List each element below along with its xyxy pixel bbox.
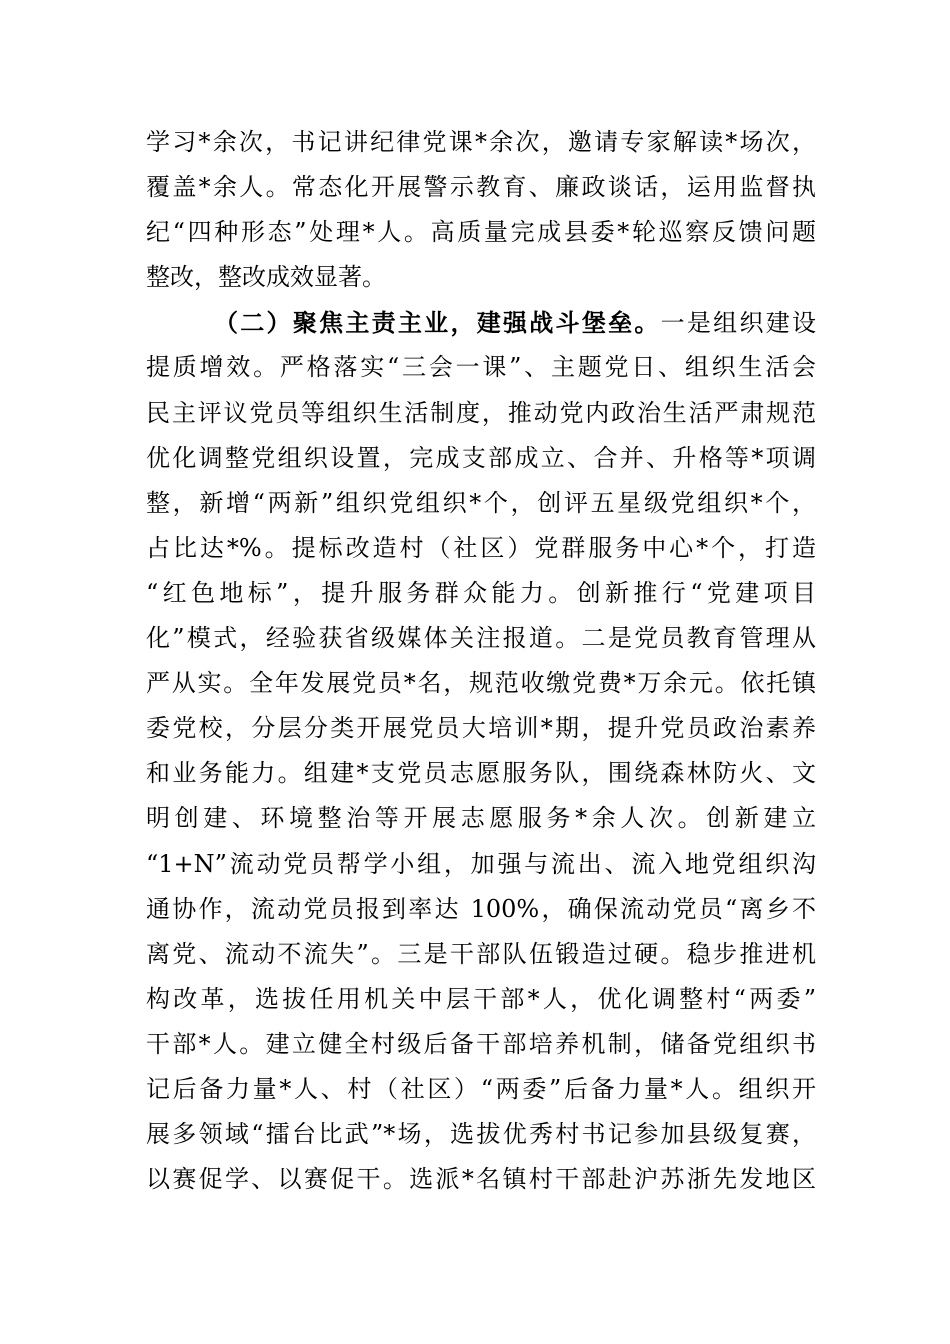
paragraph-line: 离党、流动不流失”。三是干部队伍锻造过硬。稳步推进机 (146, 939, 816, 968)
paragraph-line: 优化调整党组织设置，完成支部成立、合并、升格等*项调 (146, 443, 816, 472)
section-heading: （二）聚焦主责主业，建强战斗堡垒。 (214, 308, 661, 338)
paragraph-line: 学习*余次，书记讲纪律党课*余次，邀请专家解读*场次， (146, 128, 816, 156)
paragraph-line: 展多领域“擂台比武”*场，选拔优秀村书记参加县级复赛， (146, 1120, 816, 1149)
paragraph-line: 记后备力量*人、村（社区）“两委”后备力量*人。组织开 (146, 1074, 816, 1103)
paragraph-line: 明创建、环境整治等开展志愿服务*余人次。创新建立 (146, 804, 816, 833)
section-heading-line (146, 300, 816, 345)
paragraph-line: 构改革，选拔任用机关中层干部*人，优化调整村“两委” (146, 984, 816, 1013)
paragraph-line: 覆盖*余人。常态化开展警示教育、廉政谈话，运用监督执 (146, 173, 816, 202)
paragraph-line: 提质增效。严格落实“三会一课”、主题党日、组织生活会 (146, 353, 816, 382)
paragraph-line: 委党校，分层分类开展党员大培训*期，提升党员政治素养 (146, 714, 816, 743)
paragraph-line: “红色地标”，提升服务群众能力。创新推行“党建项目 (146, 578, 816, 607)
paragraph-line: 以赛促学、以赛促干。选派*名镇村干部赴沪苏浙先发地区 (146, 1165, 816, 1194)
paragraph-line: 占比达*%。提标改造村（社区）党群服务中心*个，打造 (146, 533, 816, 562)
paragraph-line: 通协作，流动党员报到率达 100%，确保流动党员“离乡不 (146, 894, 816, 923)
paragraph-line: 干部*人。建立健全村级后备干部培养机制，储备党组织书 (146, 1029, 816, 1058)
paragraph-line: 整，新增“两新”组织党组织*个，创评五星级党组织*个， (146, 488, 816, 517)
paragraph-line: 民主评议党员等组织生活制度，推动党内政治生活严肃规范 (146, 398, 816, 427)
paragraph-line: 严从实。全年发展党员*名，规范收缴党费*万余元。依托镇 (146, 669, 816, 698)
body-text (146, 120, 816, 1202)
paragraph-line: “1+N”流动党员帮学小组，加强与流出、流入地党组织沟 (146, 849, 816, 878)
paragraph-line: 和业务能力。组建*支党员志愿服务队，围绕森林防火、文 (146, 759, 816, 788)
paragraph-line: 纪“四种形态”处理*人。高质量完成县委*轮巡察反馈问题 (146, 218, 816, 247)
heading-line-rest: 一是组织建设 (660, 309, 816, 338)
paragraph-line: 化”模式，经验获省级媒体关注报道。二是党员教育管理从 (146, 624, 816, 653)
paragraph-line: 整改，整改成效显著。 (146, 263, 386, 292)
